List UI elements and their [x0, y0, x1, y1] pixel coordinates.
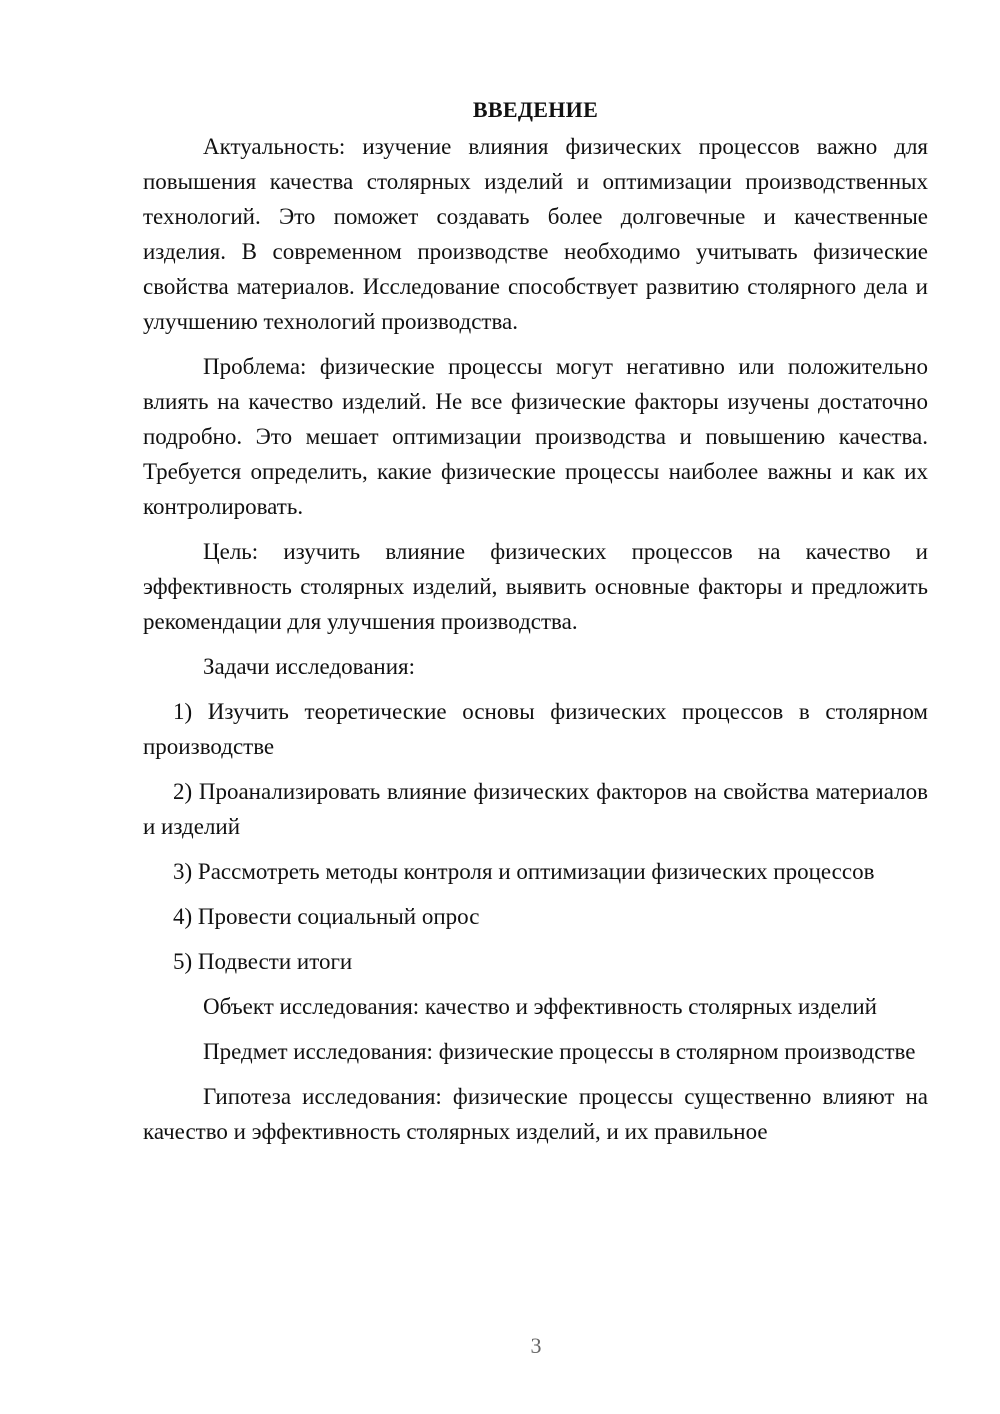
task-item-5: 5) Подвести итоги: [173, 949, 353, 974]
subject-paragraph: Предмет исследования: физические процессы в столярном производстве: [203, 1039, 916, 1064]
section-heading: ВВЕДЕНИЕ: [472, 97, 599, 122]
page-number: 3: [530, 1333, 542, 1358]
tasks-title: Задачи исследования:: [203, 654, 416, 679]
relevance-paragraph: Актуальность: изучение влияния физических процессов важно для повышения качества столярных изделий и оптимизации производственных технологий. Это поможет создавать более долговечные и качественные изделия. В современном производстве необходимо учитывать физические свойства материалов. Исследование способствует развитию столярного дела и улучшению технологий производства.: [143, 134, 928, 334]
task-item-2: 2) Проанализировать влияние физических факторов на свойства материалов и изделий: [143, 779, 928, 839]
page-content: [143, 92, 928, 1159]
goal-paragraph: Цель: изучить влияние физических процессов на качество и эффективность столярных изделий, выявить основные факторы и предложить рекомендации для улучшения производства.: [143, 539, 928, 634]
task-item-4: 4) Провести социальный опрос: [173, 904, 480, 929]
task-item-3: 3) Рассмотреть методы контроля и оптимизации физических процессов: [173, 859, 875, 884]
hypothesis-paragraph: Гипотеза исследования: физические процессы существенно влияют на качество и эффективность столярных изделий, и их правильное: [143, 1084, 928, 1144]
problem-paragraph: Проблема: физические процессы могут негативно или положительно влиять на качество изделий. Не все физические факторы изучены достаточно подробно. Это мешает оптимизации производства и повышению качества. Требуется определить, какие физические процессы наиболее важны и как их контролировать.: [143, 354, 928, 519]
task-item-1: 1) Изучить теоретические основы физических процессов в столярном производстве: [143, 699, 928, 759]
object-paragraph: Объект исследования: качество и эффективность столярных изделий: [203, 994, 877, 1019]
